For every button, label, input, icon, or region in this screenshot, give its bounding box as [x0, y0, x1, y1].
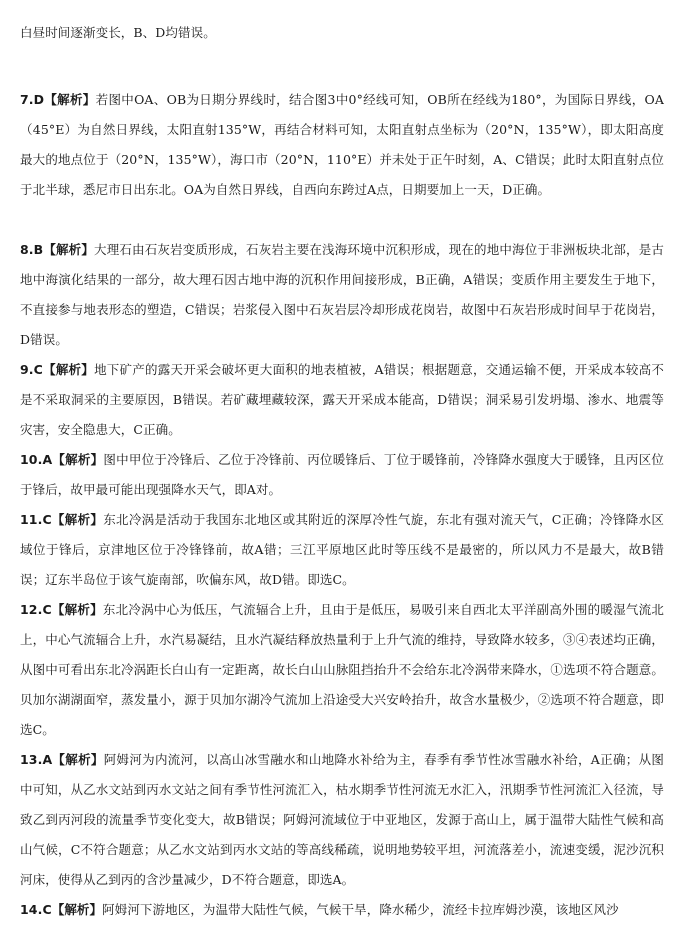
paragraph-text: 若图中OA、OB为日期分界线时，结合图3中0°经线可知，OB所在经线为180°，为国际日界线，OA（45°E）为自然日界线，太阳直射135°W，再结合材料可知，太阳直射点坐标为（20°N，135°W），即太阳高度最大的地点位于（20°N，135°W），海口市（20°N，110°E）并未处于正午时刻，A、C错误；此时太阳直射点位于北半球，悉尼市日出东北。OA为自然日界线，自西向东跨过A点，日期要加上一天，D正确。 [20, 92, 664, 197]
question-number: 13.A [20, 752, 53, 767]
question-number: 10.A [20, 452, 53, 467]
paragraph-continuation [20, 18, 664, 48]
answer-item-14 [20, 895, 664, 925]
answer-item-8 [20, 235, 664, 355]
question-number: 14.C [20, 902, 52, 917]
analysis-tag: 【解析】 [51, 902, 103, 917]
answer-item-10 [20, 445, 664, 505]
question-number: 11.C [20, 512, 52, 527]
paragraph-text: 图中甲位于冷锋后、乙位于冷锋前、丙位暖锋后、丁位于暖锋前，冷锋降水强度大于暖锋，且丙区位于锋后，故甲最可能出现强降水天气，即A对。 [20, 452, 665, 497]
paragraph-text: 白昼时间逐渐变长，B、D均错误。 [20, 25, 216, 40]
analysis-tag: 【解析】 [51, 512, 104, 527]
analysis-tag: 【解析】 [52, 752, 104, 767]
analysis-tag: 【解析】 [44, 92, 96, 107]
paragraph-text: 阿姆河为内流河，以高山冰雪融水和山地降水补给为主，春季有季节性冰雪融水补给，A正确；从图中可知，从乙水文站到丙水文站之间有季节性河流汇入，枯水期季节性河流无水汇入，汛期季节性河流汇入径流，导致乙到丙河段的流量季节变化变大，故B错误；阿姆河流域位于中亚地区，发源于高山上，属于温带大陆性气候和高山气候，C不符合题意；从乙水文站到丙水文站的等高线稀疏，说明地势较平坦，河流落差小，流速变缓，泥沙沉积河床，使得从乙到丙的含沙量减少，D不符合题意，即选A。 [20, 752, 664, 887]
paragraph-text: 东北冷涡是活动于我国东北地区或其附近的深厚冷性气旋，东北有强对流天气，C正确；冷锋降水区域位于锋后，京津地区位于冷锋锋前，故A错；三江平原地区此时等压线不是最密的，所以风力不是最大，故B错误；辽东半岛位于该气旋南部，吹偏东风，故D错。即选C。 [20, 512, 664, 587]
answer-item-7 [20, 85, 664, 205]
question-number: 12.C [20, 602, 52, 617]
answer-item-11 [20, 505, 664, 595]
analysis-tag: 【解析】 [42, 362, 95, 377]
paragraph-text: 地下矿产的露天开采会破坏更大面积的地表植被，A错误；根据题意，交通运输不便，开采成本较高不是不采取洞采的主要原因，B错误。若矿藏埋藏较深，露天开采成本能高，D错误；洞采易引发坍塌、渗水、地震等灾害，安全隐患大，C正确。 [20, 362, 665, 437]
paragraph-text: 大理石由石灰岩变质形成，石灰岩主要在浅海环境中沉积形成，现在的地中海位于非洲板块北部，是古地中海演化结果的一部分，故大理石因古地中海的沉积作用间接形成，B正确，A错误；变质作用主要发生于地下，不直接参与地表形态的塑造，C错误；岩浆侵入图中石灰岩层冷却形成花岗岩，故图中石灰岩形成时间早于花岗岩，D错误。 [20, 242, 664, 347]
question-number: 7.D [20, 92, 45, 107]
paragraph-text: 东北冷涡中心为低压，气流辐合上升，且由于是低压，易吸引来自西北太平洋副高外围的暖湿气流北上，中心气流辐合上升，水汽易凝结，且水汽凝结释放热量利于上升气流的维持，导致降水较多，③④表述均正确，从图中可看出东北冷涡距长白山有一定距离，故长白山山脉阻挡抬升不会给东北冷涡带来降水，①选项不符合题意。贝加尔湖湖面窄，蒸发量小，源于贝加尔湖冷气流加上沿途受大兴安岭抬升，故含水量极少，②选项不符合题意，即选C。 [20, 602, 664, 737]
analysis-tag: 【解析】 [43, 242, 95, 257]
question-number: 8.B [20, 242, 44, 257]
answer-item-12 [20, 595, 664, 745]
paragraph-text: 阿姆河下游地区，为温带大陆性气候，气候干旱，降水稀少，流经卡拉库姆沙漠，该地区风沙 [102, 902, 619, 917]
answer-item-9 [20, 355, 664, 445]
question-number: 9.C [20, 362, 43, 377]
answer-item-13 [20, 745, 664, 895]
analysis-tag: 【解析】 [52, 452, 104, 467]
analysis-tag: 【解析】 [51, 602, 103, 617]
